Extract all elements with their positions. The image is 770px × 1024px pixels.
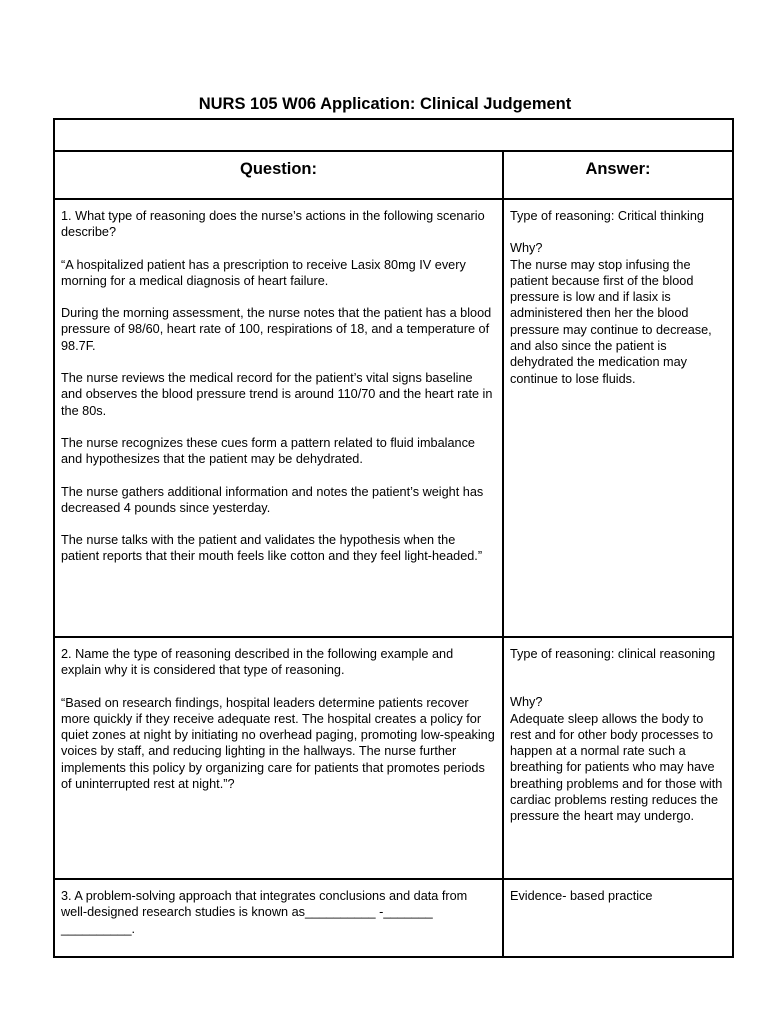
answer-paragraph: Why? The nurse may stop infusing the patient because first of the blood pressure is low and if lasix is administered then her the blood pressure may continue to decrease, and also since the patient is dehydrated the medication may continue to lose fluids. (510, 241, 712, 386)
question-paragraph: The nurse talks with the patient and validates the hypothesis when the patient reports that their mouth feels like cotton and they feel light-headed.” (61, 533, 483, 564)
qa-table (53, 118, 734, 958)
question-paragraph: The nurse gathers additional information and notes the patient’s weight has decreased 4 pounds since yesterday. (61, 484, 484, 515)
answer-cell (503, 637, 733, 879)
question-paragraph: 2. Name the type of reasoning described in the following example and explain why it is considered that type of reasoning. (61, 647, 454, 678)
blank-row (54, 119, 733, 151)
document-title: NURS 105 W06 Application: Clinical Judgement (198, 95, 572, 113)
table-row (54, 879, 733, 957)
answer-header: Answer: (503, 151, 733, 199)
question-cell (54, 199, 503, 637)
table-row (54, 199, 733, 637)
answer-paragraph: Why? Adequate sleep allows the body to rest and for other body processes to happen at a normal rate such a breathing for patients who may have breathing problems and for those with cardiac problems resting reduces the pressure the heart may undergo. (510, 695, 723, 824)
header-row (54, 151, 733, 199)
blank-cell (54, 119, 733, 151)
answer-paragraph: Evidence- based practice (510, 889, 653, 903)
table-row (54, 637, 733, 879)
question-paragraph: 3. A problem-solving approach that integrates conclusions and data from well-designed research studies is known as__________ -_______ __________. (61, 889, 468, 936)
question-cell (54, 637, 503, 879)
question-paragraph: “Based on research findings, hospital leaders determine patients recover more quickly if they receive adequate rest. The hospital creates a policy for quiet zones at night by initiating no overhead paging, promoting low-speaking voices by staff, and reducing lighting in the hallways. The nurse further implements this policy by organizing care for patients that promotes periods of uninterrupted rest at night.”? (61, 695, 495, 792)
question-paragraph: “A hospitalized patient has a prescription to receive Lasix 80mg IV every morning for a medical diagnosis of heart failure. (61, 257, 466, 288)
question-paragraph: The nurse reviews the medical record for the patient’s vital signs baseline and observes the blood pressure trend is around 110/70 and the heart rate in the 80s. (61, 371, 493, 418)
question-header: Question: (54, 151, 503, 199)
answer-cell (503, 199, 733, 637)
question-paragraph: 1. What type of reasoning does the nurse’s actions in the following scenario describe? (61, 209, 485, 240)
question-paragraph: The nurse recognizes these cues form a pattern related to fluid imbalance and hypothesizes that the patient may be dehydrated. (61, 435, 475, 467)
answer-cell (503, 879, 733, 957)
question-paragraph: During the morning assessment, the nurse notes that the patient has a blood pressure of 98/60, heart rate of 100, respirations of 18, and a temperature of 98.7F. (61, 306, 492, 353)
question-cell (54, 879, 503, 957)
answer-paragraph: Type of reasoning: clinical reasoning (510, 647, 716, 661)
answer-paragraph: Type of reasoning: Critical thinking (510, 209, 704, 223)
